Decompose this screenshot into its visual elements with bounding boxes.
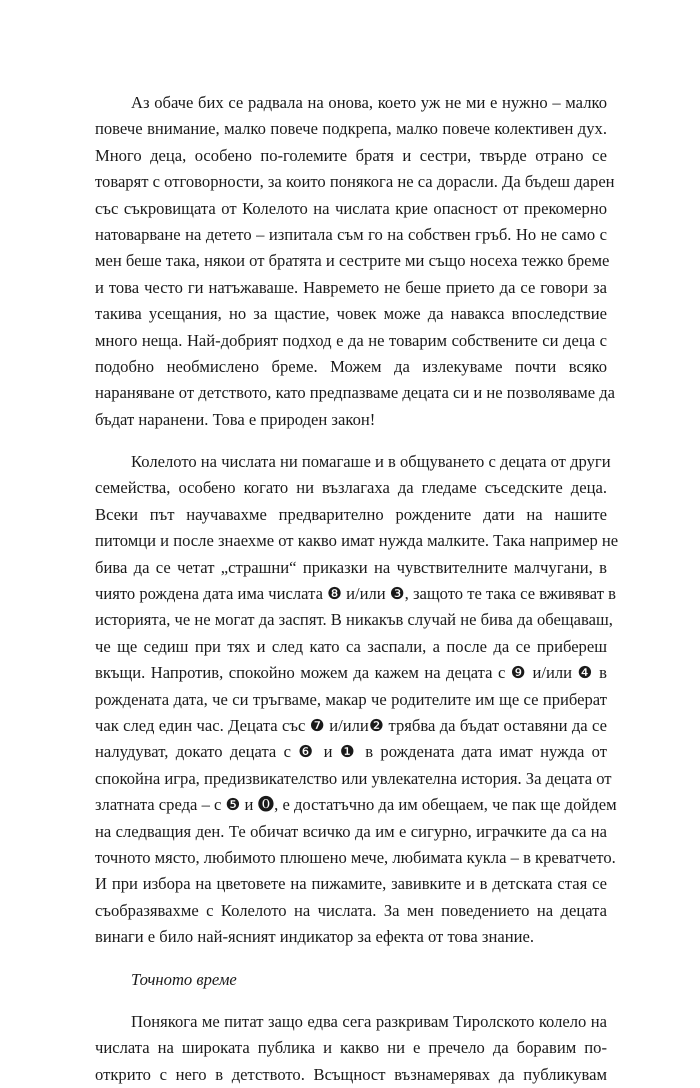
text-line: Много деца, особено по-големите братя и сестри, твърде отрано се (95, 145, 607, 165)
text-line: нараняване от детството, като предпазваме децата си и не позволяваме да (95, 383, 616, 403)
text-line: семейства, особено когато ни възлагаха да гледаме съседските деца. (95, 478, 607, 498)
text-line: бива да се четат „страшни“ приказки на чувствителните малчугани, в (95, 557, 607, 577)
text-line: вкъщи. Напротив, спокойно можем да кажем на децата с ❾ и/или ❹ в (95, 663, 607, 683)
text-line: спокойна игра, предизвикателство или увлекателна история. За децата от (95, 768, 612, 788)
text-line: чиято рождена дата има числата ❽ и/или ❸, защото те така се вживяват в (95, 584, 616, 604)
paragraph-gap (95, 993, 607, 1009)
text-line: Всеки път научавахме предварително рождените дати на нашите (95, 504, 607, 524)
text-line: натоварване на детето – изпитала съм го на собствен гръб. Но не само с (95, 224, 607, 244)
text-line: числата на широката публика и какво ни е пречело да боравим по- (95, 1038, 607, 1058)
text-line: съобразявахме с Колелото на числата. За мен поведението на децата (95, 900, 607, 920)
text-line: Понякога ме питат защо едва сега разкривам Тиролското колело на (131, 1011, 607, 1031)
text-line: такива усещания, но за щастие, човек може да навакса впоследствие (95, 304, 607, 324)
text-line: със съкровищата от Колелото на числата крие опасност от прекомерно (95, 198, 607, 218)
text-line: подобно необмислено бреме. Можем да излекуваме почти всяко (95, 356, 607, 376)
text-line: чак след един час. Децата със ❼ и/или❷ трябва да бъдат оставяни да се (95, 715, 607, 735)
text-line: точното място, любимото плюшено мече, любимата кукла – в креватчето. (95, 847, 616, 867)
text-line: И при избора на цветовете на пижамите, завивките и в детската стая се (95, 874, 607, 894)
paragraph-3 (95, 1009, 607, 1088)
text-line: товарят с отговорности, за които понякога не са дорасли. Да бъдеш дарен (95, 172, 615, 192)
text-line: налудуват, докато децата с ❻ и ❶ в рождената дата имат нужда от (95, 742, 607, 762)
text-line: Аз обаче бих се радвала на онова, което уж не ми е нужно – малко (131, 93, 607, 112)
text-line: Колелото на числата ни помагаше и в общуването с децата от други (131, 452, 611, 472)
text-line: и това често ги натъжаваше. Навремето не беше прието да се говори за (95, 277, 607, 297)
body-text (95, 90, 619, 1088)
paragraph-2 (95, 449, 619, 950)
text-line: много неща. Най-добрият подход е да не товарим собствените си деца с (95, 330, 607, 350)
text-line: че ще седиш при тях и след като са заспали, а после да се прибереш (95, 636, 607, 656)
text-line: историята, че не могат да заспят. В никакъв случай не бива да обещаваш, (95, 610, 613, 630)
paragraph-1 (95, 90, 616, 433)
paragraph-gap (95, 951, 607, 967)
text-line: питомци и после знаехме от какво имат нужда малките. Така например не (95, 531, 619, 551)
section-heading: Точното време (131, 969, 237, 989)
text-line: открито с него в детството. Всъщност възнамерявах да публикувам (95, 1064, 607, 1084)
text-line: мен беше така, някои от братята и сестрите ми също носеха тежко бреме (95, 251, 610, 271)
text-line: винаги е било най-ясният индикатор за ефекта от това знание. (95, 927, 534, 947)
text-line: бъдат наранени. Това е природен закон! (95, 409, 376, 429)
text-line: златната среда – с ❺ и ⓿, е достатъчно да им обещаем, че пак ще дойдем (95, 795, 617, 815)
text-line: на следващия ден. Те обичат всичко да им е сигурно, играчките да са на (95, 821, 607, 841)
text-line: повече внимание, малко повече подкрепа, малко повече колективен дух. (95, 119, 607, 139)
text-line: рождената дата, че си тръгваме, макар че родителите им ще се приберат (95, 689, 607, 709)
paragraph-gap (95, 433, 607, 449)
